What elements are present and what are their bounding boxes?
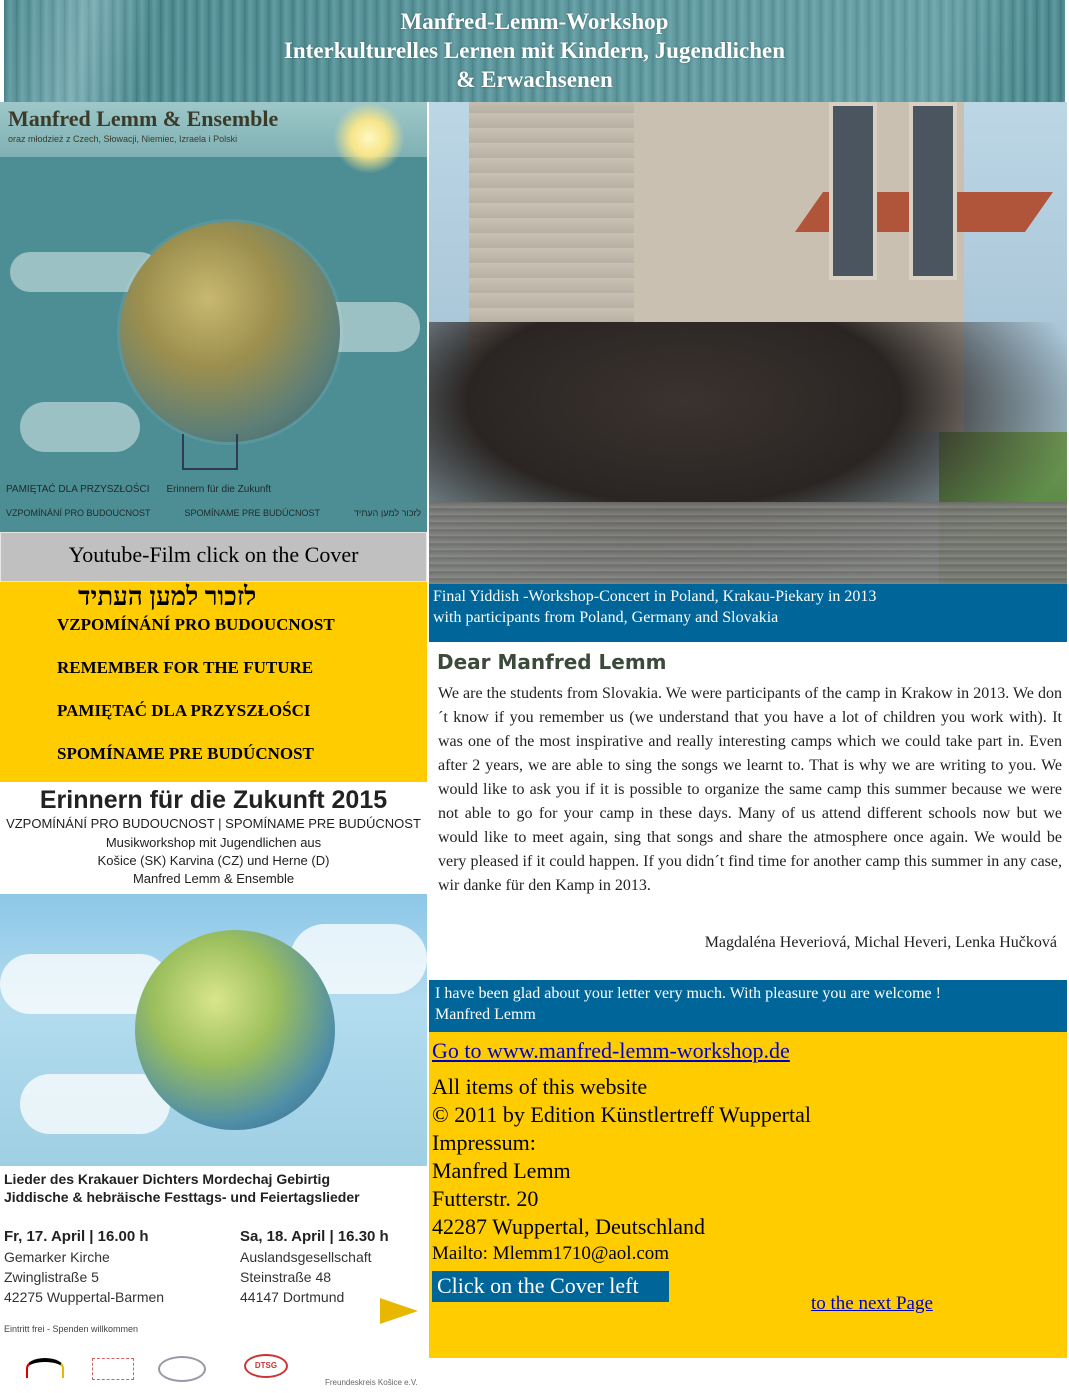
letter-signature: Magdaléna Heveriová, Michal Heveri, Lenka Hučková <box>704 934 1057 951</box>
youtube-label: Youtube-Film click on the Cover <box>0 532 427 582</box>
photo-caption-line: Final Yiddish -Workshop-Concert in Poland, Krakau-Piekary in 2013 <box>433 588 877 605</box>
cover-bottom2-left: VZPOMÍNÁNÍ PRO BUDOUCNOST <box>6 508 151 518</box>
website-link[interactable]: Go to www.manfred-lemm-workshop.de <box>432 1038 790 1063</box>
event-date: Fr, 17. April | 16.00 h <box>4 1228 149 1245</box>
poster-image <box>0 894 427 1166</box>
cd-cover-link[interactable] <box>0 102 427 532</box>
sponsor-logo <box>26 1358 64 1378</box>
cover-title: Manfred Lemm & Ensemble <box>8 106 279 131</box>
sponsor-logo-text: Freundeskreis Košice e.V. <box>325 1378 418 1387</box>
next-arrow-icon[interactable] <box>380 1298 418 1324</box>
photo-caption-line: with participants from Poland, Germany and Slovakia <box>433 609 779 626</box>
poster-program-line: Lieder des Krakauer Dichters Mordechaj Gebirtig <box>4 1171 330 1187</box>
event-city: 42275 Wuppertal-Barmen <box>4 1289 165 1305</box>
cloud-graphic <box>20 1074 170 1134</box>
cover-bottom-left: PAMIĘTAĆ DLA PRZYSZŁOŚCI <box>6 484 150 495</box>
event-street: Zwinglistraße 5 <box>4 1269 99 1285</box>
poster-subtitle: Musikworkshop mit Jugendlichen aus <box>105 835 322 850</box>
sponsor-logo <box>158 1356 206 1382</box>
sponsor-logo <box>92 1358 134 1380</box>
click-cover-button[interactable]: Click on the Cover left <box>432 1271 669 1302</box>
slovak-title: SPOMÍNAME PRE BUDÚCNOST <box>57 744 314 763</box>
student-letter <box>429 642 1067 978</box>
poster-program-line: Jiddische & hebräische Festtags- und Feiertagslieder <box>4 1189 360 1205</box>
event-place: Auslandsgesellschaft <box>240 1249 372 1265</box>
stone-steps <box>429 502 1067 584</box>
info-box <box>429 1032 1067 1358</box>
dtsg-logo: DTSG <box>244 1354 288 1378</box>
concert-photo <box>429 102 1067 584</box>
cover-bottom2-right: לזכור למען העתיד <box>353 508 421 518</box>
photo-caption <box>429 584 1067 642</box>
event-city: 44147 Dortmund <box>240 1289 345 1305</box>
impressum-label: Impressum: <box>432 1130 536 1155</box>
poster-subtitle: VZPOMÍNÁNÍ PRO BUDOUCNOST | SPOMÍNAME PRE BUDÚCNOST <box>6 816 421 831</box>
impressum-street: Futterstr. 20 <box>432 1186 539 1211</box>
poster-subtitle: Košice (SK) Karvina (CZ) und Herne (D) <box>97 853 330 868</box>
sponsor-logos <box>0 1352 427 1390</box>
czech-title: VZPOMÍNÁNÍ PRO BUDOUCNOST <box>57 615 335 634</box>
globe-graphic <box>120 222 340 442</box>
poster-program <box>4 1170 360 1206</box>
poster-title: Erinnern für die Zukunft 2015 <box>39 786 388 814</box>
header-subtitle: Interkulturelles Lernen mit Kindern, Jugendlichen <box>283 38 786 63</box>
event-poster[interactable] <box>0 782 427 1393</box>
cover-bottom2-mid: SPOMÍNAME PRE BUDÚCNOST <box>184 508 320 518</box>
impressum-name: Manfred Lemm <box>432 1158 571 1183</box>
cover-subtitle: oraz młodzież z Czech, Słowacji, Niemiec, Izraela i Polski <box>8 134 238 144</box>
page-header <box>4 0 1065 102</box>
church-window <box>829 102 877 280</box>
reply-text: I have been glad about your letter very much. With pleasure you are welcome ! <box>435 985 941 1002</box>
next-page-link[interactable]: to the next Page <box>811 1293 933 1314</box>
info-line: All items of this website <box>432 1074 648 1099</box>
poster-entry-note: Eintritt frei - Spenden willkommen <box>4 1324 139 1334</box>
event-date: Sa, 18. April | 16.30 h <box>240 1228 389 1245</box>
reply-author: Manfred Lemm <box>435 1006 536 1023</box>
cover-bottom-line <box>0 484 427 495</box>
impressum-city: 42287 Wuppertal, Deutschland <box>432 1214 706 1239</box>
event-place: Gemarker Kirche <box>4 1249 110 1265</box>
event-dortmund <box>240 1226 389 1307</box>
polish-title: PAMIĘTAĆ DLA PRZYSZŁOŚCI <box>57 701 311 720</box>
cover-bottom-line-2 <box>0 508 427 518</box>
hebrew-title: לזכור למען העתיד <box>78 582 257 611</box>
poster-subtitle: Manfred Lemm & Ensemble <box>132 871 295 886</box>
reply-box <box>429 980 1067 1032</box>
sun-graphic <box>333 102 405 174</box>
event-street: Steinstraße 48 <box>240 1269 332 1285</box>
unesco-logo <box>182 434 238 470</box>
church-window <box>909 102 957 280</box>
english-title: REMEMBER FOR THE FUTURE <box>57 658 314 677</box>
languages-box <box>0 582 427 782</box>
header-title: Manfred-Lemm-Workshop <box>400 9 669 34</box>
cloud-graphic <box>20 402 140 452</box>
globe-graphic <box>135 930 335 1130</box>
cover-bottom-mid: Erinnern für die Zukunft <box>166 484 271 495</box>
copyright-line: © 2011 by Edition Künstlertreff Wuppertal <box>432 1102 811 1127</box>
event-wuppertal <box>4 1226 164 1307</box>
letter-greeting: Dear Manfred Lemm <box>437 650 667 674</box>
mailto-link[interactable]: Mailto: Mlemm1710@aol.com <box>432 1243 670 1264</box>
header-subtitle-2: & Erwachsenen <box>456 67 613 92</box>
letter-body: We are the students from Slovakia. We were participants of the camp in Krakow in 2013. We don´t know if you remember us (we understand that you have a lot of children you work with). It was one of the most inspirative and really interesting camps which we could take part in. Even after 2 years, we are able to sing the songs we learnt to. That is why we are writing to you. We would like to ask you if it is possible to organize the same camp this summer because we were not able to go for your camp in these days. Many of us attend different schools now but we would like to meet again, sing that songs and share the atmosphere once again. We would be very pleased if it could happen. If you didn´t find time for another camp this summer in any case, wir danke für den Kamp in 2013. <box>438 685 1062 894</box>
